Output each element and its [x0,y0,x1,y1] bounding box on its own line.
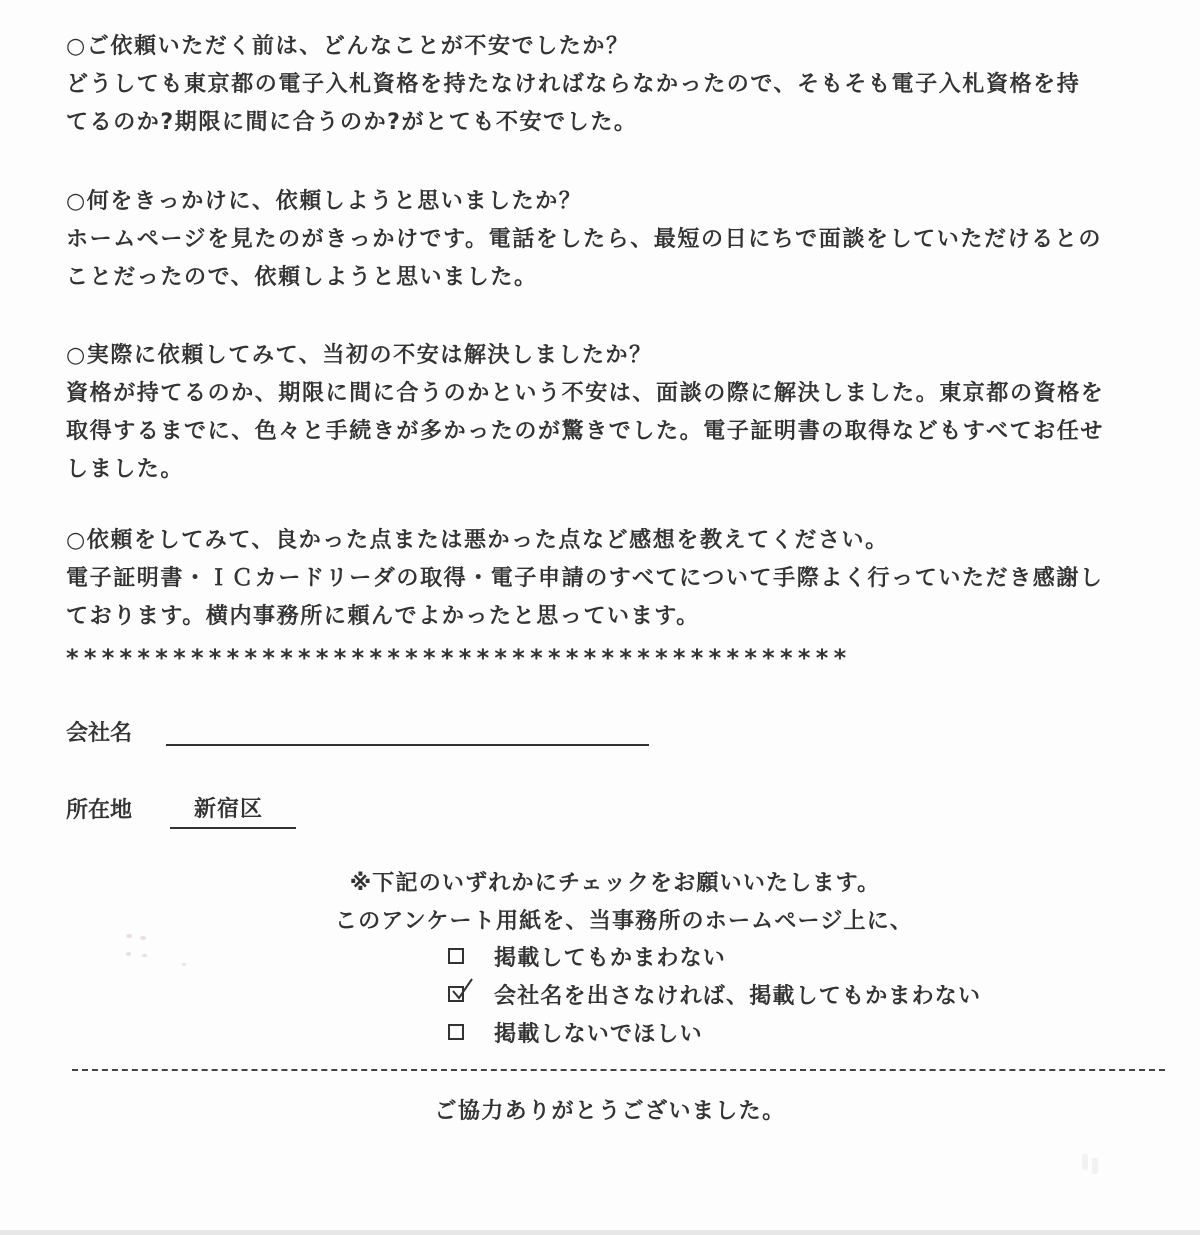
option-2-label: 会社名を出さなければ、掲載してもかまわない [494,984,982,1009]
answer-2-line-1: ホームページを見たのがきっかけです。電話をしたら、最短の日にちで面談をしていただけるとの [66,227,1102,252]
answer-3-line-2: 取得するまでに、色々と手続きが多かったのが驚きでした。電子証明書の取得などもすべてお任せ [66,419,1104,444]
qa-section-3 [66,337,1176,489]
option-1-label: 掲載してもかまわない [494,946,727,971]
answer-2-line-2: ことだったので、依頼しようと思いました。 [66,265,538,290]
asterisk-separator: ******************************************** [66,644,852,672]
scan-speck [126,934,132,938]
notice-line-1: ※下記のいずれかにチェックをお願いいたします。 [349,871,881,896]
scan-speck [142,954,147,957]
answer-3-line-3: しました。 [66,457,185,482]
answer-4-line-1: 電子証明書・ＩＣカードリーダの取得・電子申請のすべてについて手際よく行っていただき感謝し [66,566,1104,591]
qa-section-4 [66,522,1176,636]
address-label: 所在地 [66,798,133,823]
publish-option-3 [448,1017,703,1053]
thanks-message: ご協力ありがとうございました。 [434,1099,786,1124]
question-1: ○ご依頼いただく前は、どんなことが不安でしたか？ [66,34,630,59]
checkmark-icon [452,978,474,1002]
page-bottom-edge [0,1230,1200,1235]
question-3: ○実際に依頼してみて、当初の不安は解決しましたか？ [66,343,653,368]
address-value: 新宿区 [170,793,296,829]
dashed-separator [72,1069,1165,1071]
qa-section-1 [66,28,1176,142]
publish-option-1 [448,941,726,977]
scan-speck [182,963,186,966]
option-3-label: 掲載しないでほしい [494,1022,703,1047]
option-3-checkbox[interactable] [448,1024,464,1040]
option-2-checkbox[interactable] [448,986,464,1002]
address-field [66,793,264,829]
company-label: 会社名 [66,721,133,746]
answer-4-line-2: ております。横内事務所に頼んでよかったと思っています。 [66,604,700,629]
company-name-blank [166,744,649,746]
question-4: ○依頼をしてみて、良かった点または悪かった点など感想を教えてください。 [66,528,889,553]
company-field [66,716,132,752]
question-2: ○何をきっかけに、依頼しようと思いましたか？ [66,189,583,214]
answer-1-line-2: てるのか?期限に間に合うのか?がとても不安でした。 [66,110,638,135]
answer-3-line-1: 資格が持てるのか、期限に間に合うのかという不安は、面談の際に解決しました。東京都の資格を [66,381,1105,406]
publish-option-2 [448,979,981,1015]
option-1-checkbox[interactable] [448,948,464,964]
scan-speck [126,952,131,956]
scan-speck [1092,1158,1098,1174]
answer-1-line-1: どうしても東京都の電子入札資格を持たなければならなかったので、そもそも電子入札資格を持 [66,72,1081,97]
scan-speck [1082,1154,1088,1170]
scan-speck [140,936,146,940]
notice-line-2: このアンケート用紙を、当事務所のホームページ上に、 [334,909,914,934]
qa-section-2 [66,183,1176,297]
